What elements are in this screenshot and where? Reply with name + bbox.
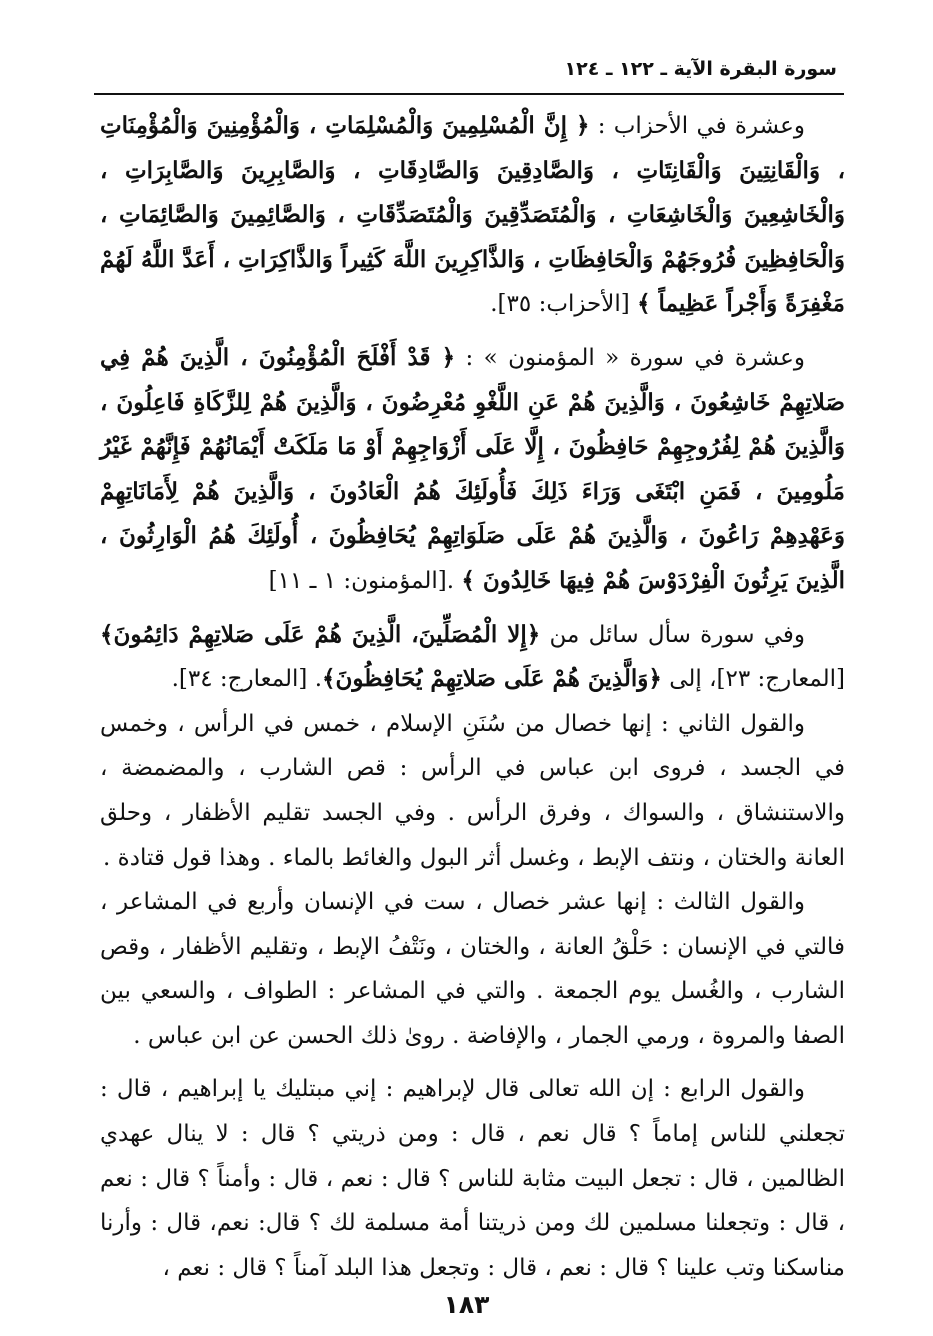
header-rule [94,93,844,95]
page-number: ١٨٣ [443,1290,490,1319]
quran-verse: ﴿ قَدْ أَفْلَحَ الْمُؤْمِنُونَ ، الَّذِينَ هُمْ فِي صَلاتِهِمْ خَاشِعُونَ ، وَالَّذِينَ هُمْ عَنِ اللَّغْوِ مُعْرِضُونَ ، وَالَّذِينَ هُمْ لِلزَّكَاةِ فَاعِلُونَ ، وَالَّذِينَ هُمْ لِفُرُوجِهِمْ حَافِظُونَ ، إِلَّا عَلَى أَزْوَاجِهِمْ أَوْ مَا مَلَكَتْ أَيْمَانُهُمْ فَإِنَّهُمْ غَيْرُ مَلُومِينَ ، فَمَنِ ابْتَغَى وَرَاءَ ذَلِكَ فَأُولَئِكَ هُمُ الْعَادُونَ ، وَالَّذِينَ هُمْ لِأَمَانَاتِهِمْ وَعَهْدِهِمْ رَاعُونَ ، وَالَّذِينَ هُمْ عَلَى صَلَوَاتِهِمْ يُحَافِظُونَ ، أُولَئِكَ هُمُ الْوَارِثُونَ ، الَّذِينَ يَرِثُونَ الْفِرْدَوْسَ هُمْ فِيهَا خَالِدُونَ ﴾ [100,343,845,594]
paragraph-al-muminun [100,336,845,604]
verse-reference: [المعارج: ٢٣]، إلى [661,666,845,693]
paragraph-intro: وفي سورة سأل سائل من [540,621,805,648]
paragraph-third-opinion: والقول الثالث : إنها عشر خصال ، ست في الإنسان وأربع في المشاعر ، فالتي في الإنسان : حَلْقُ العانة ، والختان ، ونَتْفُ الإبط ، وتقليم الأظفار ، وقص الشارب ، والغُسل يوم الجمعة . والتي في المشاعر : الطواف ، والسعي بين الصفا والمروة ، ورمي الجمار ، والإفاضة . روىٰ ذلك الحسن عن ابن عباس . [100,889,845,1049]
quran-verse: ﴿إِلا الْمُصَلِّينَ، الَّذِينَ هُمْ عَلَى صَلاتِهِمْ دَائِمُونَ﴾ [100,620,541,648]
quran-verse: ﴿ إِنَّ الْمُسْلِمِينَ وَالْمُسْلِمَاتِ ، وَالْمُؤْمِنِينَ وَالْمُؤْمِنَاتِ ، وَالْقَانِتِينَ وَالْقَانِتَاتِ ، وَالصَّادِقِينَ وَالصَّادِقَاتِ ، وَالصَّابِرِينَ وَالصَّابِرَاتِ ، وَالْخَاشِعِينَ وَالْخَاشِعَاتِ ، وَالْمُتَصَدِّقِينَ وَالْمُتَصَدِّقَاتِ ، وَالصَّائِمِينَ وَالصَّائِمَاتِ ، وَالْحَافِظِينَ فُرُوجَهُمْ وَالْحَافِظَاتِ ، وَالذَّاكِرِينَ اللَّهَ كَثِيراً وَالذَّاكِرَاتِ ، أَعَدَّ اللَّهُ لَهُمْ مَغْفِرَةً وَأَجْراً عَظِيماً ﴾ [100,112,846,318]
running-header: سورة البقرة الآية ـ ١٢٢ ـ ١٢٤ [564,58,837,80]
paragraph-fourth-opinion: والقول الرابع : إن الله تعالى قال لإبراهيم : إني مبتليك يا إبراهيم ، قال : تجعلني للناس إماماً ؟ قال نعم ، قال : ومن ذريتي ؟ قال : لا ينال عهدي الظالمين ، قال : تجعل البيت مثابة للناس ؟ قال : نعم ، قال : وأمناً ؟ قال : نعم ، قال : وتجعلنا مسلمين لك ومن ذريتنا أمة مسلمة لك ؟ قال: نعم، قال : وأرنا مناسكنا وتب علينا ؟ قال : نعم ، قال : وتجعل هذا البلد آمناً ؟ قال : نعم ، [100,1076,845,1281]
paragraph-second-opinion: والقول الثاني : إنها خصال من سُنَنِ الإسلام ، خمس في الرأس ، وخمس في الجسد ، فروى ابن عباس في الرأس : قص الشارب ، والمضمضة ، والاستنشاق ، والسواك ، وفرق الرأس . وفي الجسد تقليم الأظفار ، وحلق العانة والختان ، ونتف الإبط ، وغسل أثر البول والغائط بالماء . وهذا قول قتادة . [100,710,845,871]
verse-reference: .[المؤمنون: ١ ـ ١١] [268,567,455,594]
main-text [100,104,845,1290]
quran-verse: ﴿وَالَّذِينَ هُمْ عَلَى صَلاتِهِمْ يُحَافِظُونَ﴾ [322,665,662,693]
paragraph-al-maarij [100,613,845,702]
verse-reference: [الأحزاب: ٣٥]. [490,291,630,318]
verse-reference: . [المعارج: ٣٤]. [171,666,323,693]
paragraph-al-ahzab [100,104,845,327]
paragraph-intro: وعشرة في سورة « المؤمنون » : [455,344,805,371]
paragraph-intro: وعشرة في الأحزاب : [589,113,805,139]
